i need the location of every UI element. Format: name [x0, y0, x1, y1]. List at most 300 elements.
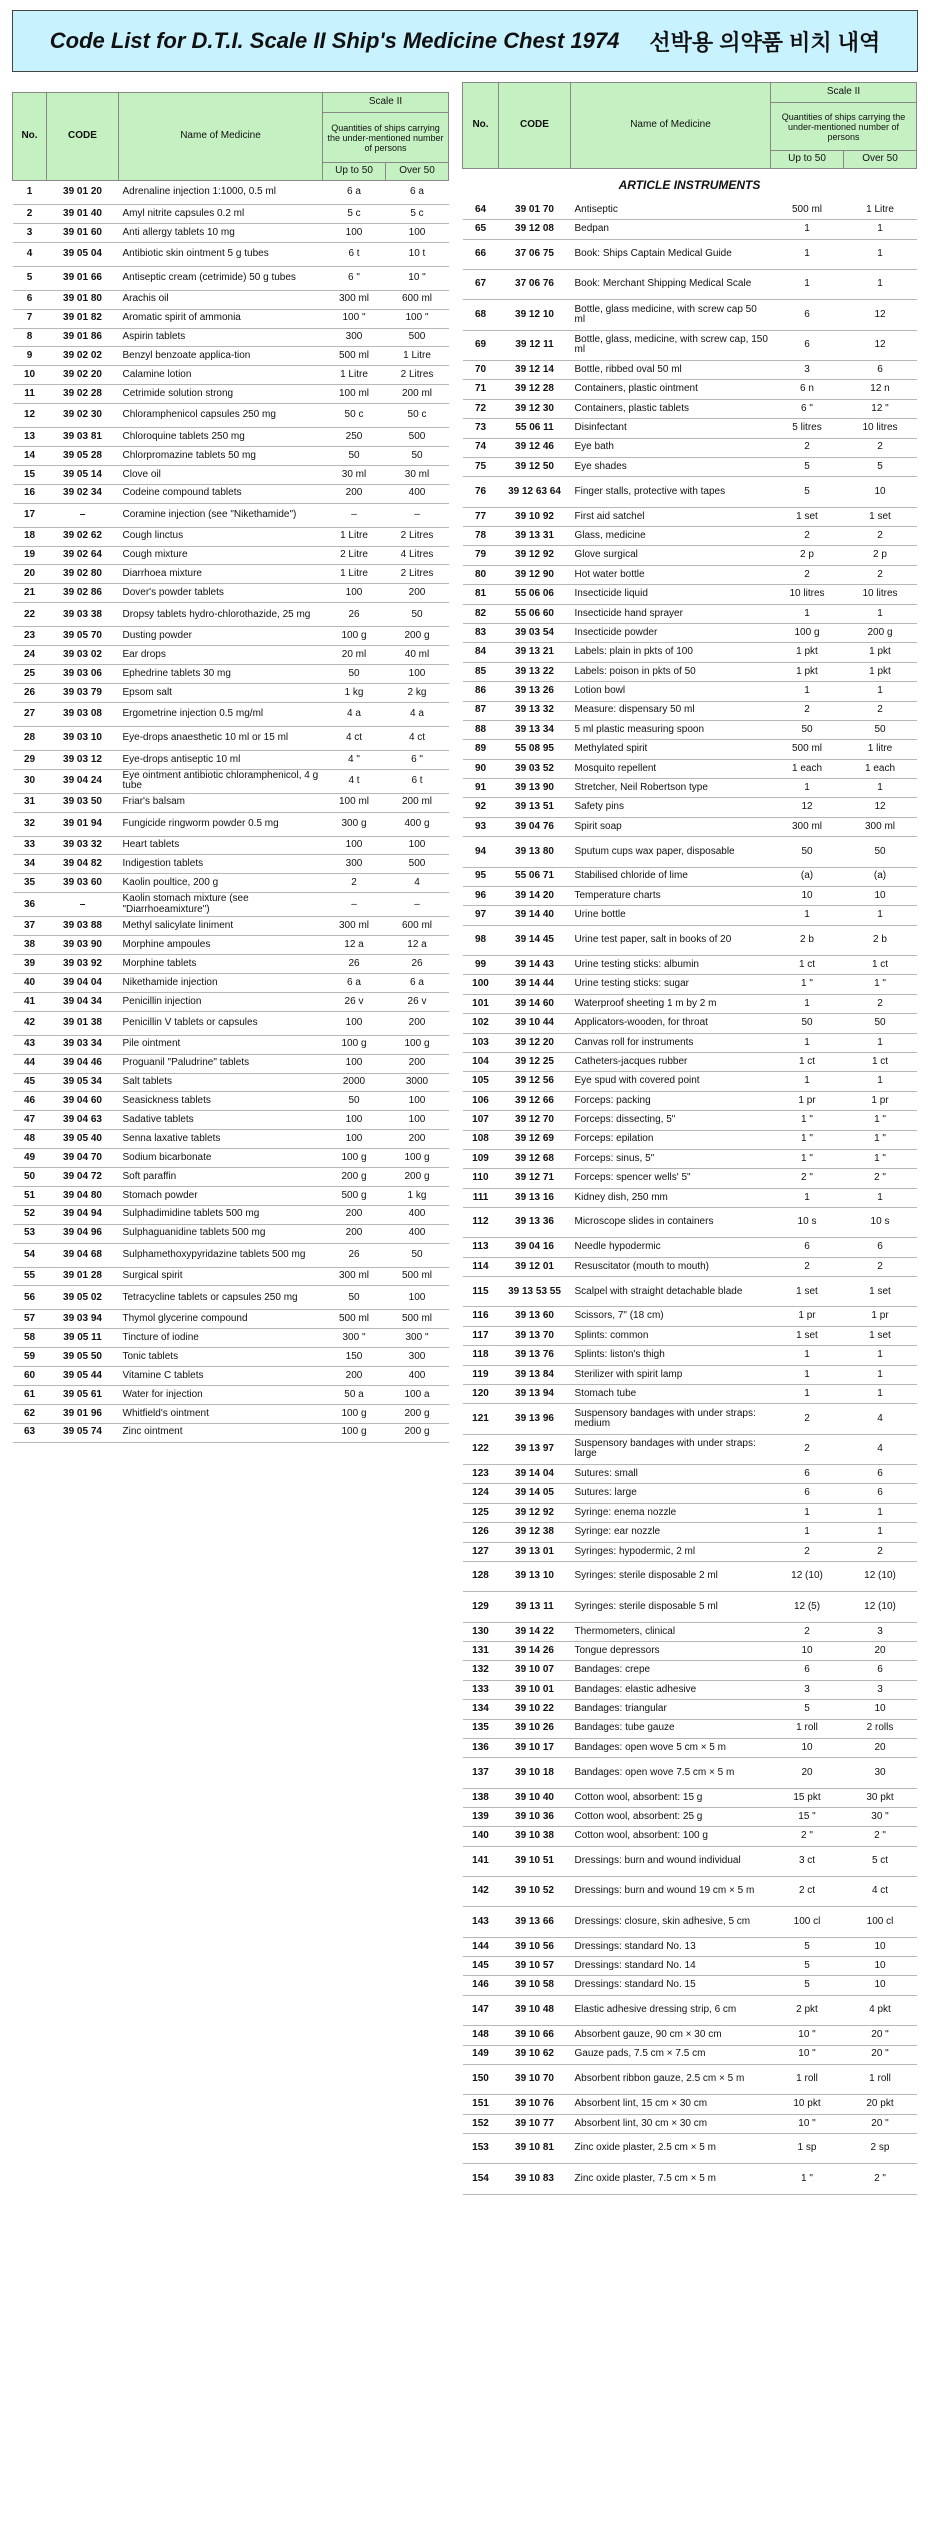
table-row [463, 457, 917, 476]
cell-up-to-50: 6 " [771, 399, 844, 418]
cell-no: 99 [463, 956, 499, 975]
table-row [13, 484, 449, 503]
cell-over-50: 400 [386, 484, 449, 503]
cell-name: Bandages: triangular [571, 1700, 771, 1719]
cell-up-to-50: 200 [323, 1367, 386, 1386]
cell-over-50: 10 [844, 1937, 917, 1956]
cell-name: Antiseptic [571, 201, 771, 220]
cell-no: 113 [463, 1238, 499, 1257]
cell-up-to-50: 30 ml [323, 465, 386, 484]
cell-no: 139 [463, 1807, 499, 1826]
cell-code: 39 14 04 [499, 1465, 571, 1484]
cell-up-to-50: 100 [323, 836, 386, 855]
table-row [463, 701, 917, 720]
cell-name: Seasickness tablets [119, 1092, 323, 1111]
cell-name: Eye bath [571, 438, 771, 457]
cell-up-to-50: 2 " [771, 1169, 844, 1188]
table-row [463, 682, 917, 701]
cell-over-50: 6 [844, 1661, 917, 1680]
cell-up-to-50: 6 a [323, 973, 386, 992]
cell-up-to-50: 300 ml [323, 917, 386, 936]
table-row [13, 1423, 449, 1442]
cell-over-50: (a) [844, 867, 917, 886]
column-header-name: Name of Medicine [571, 83, 771, 169]
cell-no: 89 [463, 740, 499, 759]
cell-no: 79 [463, 546, 499, 565]
cell-over-50: 2 sp [844, 2133, 917, 2163]
table-row [13, 1404, 449, 1423]
cell-over-50: 12 (10) [844, 1561, 917, 1591]
cell-name: Microscope slides in containers [571, 1208, 771, 1238]
cell-over-50: 6 [844, 360, 917, 379]
cell-code: 39 10 56 [499, 1937, 571, 1956]
cell-code: 39 01 86 [47, 328, 119, 347]
cell-code: 39 14 44 [499, 975, 571, 994]
cell-code: 39 13 22 [499, 662, 571, 681]
cell-up-to-50: 10 " [771, 2026, 844, 2045]
cell-over-50: 200 g [386, 1423, 449, 1442]
cell-up-to-50: 1 kg [323, 683, 386, 702]
table-row [463, 1976, 917, 1995]
cell-name: Dover's powder tablets [119, 584, 323, 603]
cell-no: 93 [463, 817, 499, 836]
cell-code: 39 03 50 [47, 793, 119, 812]
cell-up-to-50: 1 pr [771, 1091, 844, 1110]
table-row [13, 812, 449, 836]
cell-up-to-50: 150 [323, 1348, 386, 1367]
cell-name: Diarrhoea mixture [119, 565, 323, 584]
cell-over-50: 300 " [386, 1329, 449, 1348]
cell-no: 142 [463, 1877, 499, 1907]
table-row [13, 683, 449, 702]
cell-up-to-50: 10 " [771, 2114, 844, 2133]
cell-up-to-50: 2 p [771, 546, 844, 565]
cell-name: Gauze pads, 7.5 cm × 7.5 cm [571, 2045, 771, 2064]
cell-code: 39 05 04 [47, 242, 119, 266]
table-row [13, 1111, 449, 1130]
cell-name: Eye shades [571, 457, 771, 476]
cell-no: 130 [463, 1622, 499, 1641]
column-header-up-to-50: Up to 50 [323, 163, 386, 181]
cell-name: Sulphadimidine tablets 500 mg [119, 1205, 323, 1224]
cell-code: 39 12 25 [499, 1052, 571, 1071]
cell-over-50: 200 [386, 1011, 449, 1035]
cell-name: Bedpan [571, 220, 771, 239]
cell-name: Containers, plastic tablets [571, 399, 771, 418]
cell-no: 4 [13, 242, 47, 266]
cell-no: 125 [463, 1503, 499, 1522]
cell-no: 16 [13, 484, 47, 503]
cell-up-to-50: 50 c [323, 404, 386, 428]
table-row [463, 1307, 917, 1326]
cell-code: 39 03 02 [47, 646, 119, 665]
cell-code: 37 06 75 [499, 239, 571, 269]
cell-code: 39 13 66 [499, 1907, 571, 1937]
cell-up-to-50: 15 pkt [771, 1788, 844, 1807]
cell-up-to-50: 12 (5) [771, 1592, 844, 1622]
cell-up-to-50: 6 [771, 330, 844, 360]
cell-code: 55 06 11 [499, 419, 571, 438]
cell-no: 152 [463, 2114, 499, 2133]
cell-over-50: 1 pkt [844, 662, 917, 681]
cell-name: Anti allergy tablets 10 mg [119, 223, 323, 242]
cell-over-50: 1 [844, 220, 917, 239]
cell-name: Containers, plastic ointment [571, 380, 771, 399]
cell-name: Splints: liston's thigh [571, 1346, 771, 1365]
cell-name: Suspensory bandages with under straps: large [571, 1434, 771, 1464]
cell-up-to-50: 6 n [771, 380, 844, 399]
title-korean: 선박용 의약품 비치 내역 [649, 29, 881, 55]
cell-over-50: 300 [386, 1348, 449, 1367]
cell-up-to-50: 6 [771, 1465, 844, 1484]
cell-code: 39 13 80 [499, 837, 571, 867]
cell-code: 39 02 62 [47, 527, 119, 546]
cell-up-to-50: 26 [323, 1243, 386, 1267]
cell-over-50: 5 ct [844, 1846, 917, 1876]
cell-no: 14 [13, 447, 47, 466]
cell-up-to-50: 100 g [323, 1149, 386, 1168]
cell-no: 55 [13, 1267, 47, 1286]
cell-no: 149 [463, 2045, 499, 2064]
cell-no: 23 [13, 627, 47, 646]
cell-code: 39 14 60 [499, 994, 571, 1013]
table-row [13, 290, 449, 309]
cell-up-to-50: 1 [771, 1503, 844, 1522]
cell-over-50: 50 [844, 1014, 917, 1033]
table-row [13, 917, 449, 936]
cell-over-50: 100 g [386, 1035, 449, 1054]
cell-up-to-50: 300 ml [771, 817, 844, 836]
cell-name: Sterilizer with spirit lamp [571, 1365, 771, 1384]
cell-no: 47 [13, 1111, 47, 1130]
table-row [463, 419, 917, 438]
cell-up-to-50: 5 [771, 1976, 844, 1995]
cell-code: 39 13 32 [499, 701, 571, 720]
cell-over-50: 200 g [386, 1404, 449, 1423]
cell-over-50: 600 ml [386, 917, 449, 936]
cell-over-50: 4 Litres [386, 546, 449, 565]
cell-no: 136 [463, 1738, 499, 1757]
cell-up-to-50: 1 Litre [323, 366, 386, 385]
cell-up-to-50: 1 roll [771, 2064, 844, 2094]
cell-code: 39 05 70 [47, 627, 119, 646]
cell-up-to-50: – [323, 893, 386, 917]
table-row [463, 2114, 917, 2133]
cell-up-to-50: 2 [771, 1434, 844, 1464]
cell-name: Bandages: open wove 7.5 cm × 5 m [571, 1758, 771, 1788]
cell-no: 75 [463, 457, 499, 476]
cell-over-50: 1 roll [844, 2064, 917, 2094]
cell-up-to-50: 10 litres [771, 585, 844, 604]
cell-up-to-50: 1 Litre [323, 527, 386, 546]
table-row [463, 1149, 917, 1168]
cell-over-50: 1 " [844, 1111, 917, 1130]
column-header-quantities: Quantities of ships carrying the under-mentioned number of persons [323, 113, 449, 163]
table-row [463, 1052, 917, 1071]
cell-code: 39 04 72 [47, 1167, 119, 1186]
cell-name: Stomach tube [571, 1385, 771, 1404]
cell-no: 11 [13, 385, 47, 404]
cell-code: 39 12 71 [499, 1169, 571, 1188]
cell-code: 39 01 80 [47, 290, 119, 309]
cell-no: 35 [13, 874, 47, 893]
cell-up-to-50: 1 set [771, 1277, 844, 1307]
cell-no: 86 [463, 682, 499, 701]
cell-code: 39 04 34 [47, 992, 119, 1011]
cell-no: 77 [463, 507, 499, 526]
cell-name: Nikethamide injection [119, 973, 323, 992]
cell-name: Spirit soap [571, 817, 771, 836]
cell-no: 72 [463, 399, 499, 418]
column-header-scale: Scale II [771, 83, 917, 103]
table-row [13, 973, 449, 992]
cell-no: 39 [13, 955, 47, 974]
cell-over-50: 500 ml [386, 1267, 449, 1286]
cell-no: 87 [463, 701, 499, 720]
cell-over-50: 500 ml [386, 1310, 449, 1329]
cell-up-to-50: 2 [771, 1257, 844, 1276]
cell-up-to-50: 300 " [323, 1329, 386, 1348]
cell-code: 39 12 90 [499, 565, 571, 584]
cell-code: 39 04 46 [47, 1054, 119, 1073]
column-header-code: CODE [499, 83, 571, 169]
cell-no: 108 [463, 1130, 499, 1149]
cell-name: Whitfield's ointment [119, 1404, 323, 1423]
cell-over-50: 1 each [844, 759, 917, 778]
cell-over-50: 26 [386, 955, 449, 974]
cell-over-50: 1 [844, 779, 917, 798]
cell-code: 39 10 83 [499, 2164, 571, 2194]
cell-name: Kaolin poultice, 200 g [119, 874, 323, 893]
cell-up-to-50: 2000 [323, 1073, 386, 1092]
cell-no: 17 [13, 503, 47, 527]
cell-name: Labels: plain in pkts of 100 [571, 643, 771, 662]
cell-name: Methylated spirit [571, 740, 771, 759]
cell-over-50: 100 [386, 223, 449, 242]
cell-name: Tetracycline tablets or capsules 250 mg [119, 1286, 323, 1310]
cell-no: 118 [463, 1346, 499, 1365]
cell-up-to-50: 10 [771, 886, 844, 905]
cell-over-50: 2 b [844, 925, 917, 955]
cell-code: – [47, 503, 119, 527]
cell-name: Safety pins [571, 798, 771, 817]
cell-no: 20 [13, 565, 47, 584]
table-row [463, 1641, 917, 1660]
table-row [463, 817, 917, 836]
cell-no: 49 [13, 1149, 47, 1168]
cell-name: Urine testing sticks: sugar [571, 975, 771, 994]
cell-name: Indigestion tablets [119, 855, 323, 874]
cell-code: 39 01 40 [47, 205, 119, 224]
cell-name: Aspirin tablets [119, 328, 323, 347]
cell-no: 140 [463, 1827, 499, 1846]
cell-name: Epsom salt [119, 683, 323, 702]
cell-name: Ephedrine tablets 30 mg [119, 665, 323, 684]
cell-over-50: – [386, 503, 449, 527]
cell-code: 39 13 01 [499, 1542, 571, 1561]
cell-name: Cough mixture [119, 546, 323, 565]
cell-no: 52 [13, 1205, 47, 1224]
table-row [13, 527, 449, 546]
table-row [463, 1846, 917, 1876]
table-row [463, 1937, 917, 1956]
table-row [13, 1167, 449, 1186]
cell-over-50: 200 g [386, 627, 449, 646]
cell-up-to-50: 100 g [323, 1035, 386, 1054]
cell-over-50: 4 a [386, 702, 449, 726]
cell-no: 98 [463, 925, 499, 955]
cell-name: Syringe: enema nozzle [571, 1503, 771, 1522]
cell-name: Bandages: elastic adhesive [571, 1680, 771, 1699]
cell-code: 39 03 32 [47, 836, 119, 855]
cell-no: 53 [13, 1224, 47, 1243]
cell-code: 39 13 97 [499, 1434, 571, 1464]
cell-name: Stabilised chloride of lime [571, 867, 771, 886]
cell-up-to-50: 50 a [323, 1385, 386, 1404]
cell-code: 39 03 52 [499, 759, 571, 778]
cell-name: Morphine ampoules [119, 936, 323, 955]
table-row [463, 1700, 917, 1719]
cell-name: Antibiotic skin ointment 5 g tubes [119, 242, 323, 266]
cell-code: 39 12 01 [499, 1257, 571, 1276]
cell-over-50: 6 [844, 1465, 917, 1484]
cell-no: 3 [13, 223, 47, 242]
table-row [463, 2045, 917, 2064]
cell-code: 39 01 70 [499, 201, 571, 220]
cell-code: 39 13 84 [499, 1365, 571, 1384]
cell-over-50: 300 ml [844, 817, 917, 836]
table-row [463, 507, 917, 526]
cell-over-50: 5 c [386, 205, 449, 224]
cell-name: Sulphamethoxypyridazine tablets 500 mg [119, 1243, 323, 1267]
table-row [463, 604, 917, 623]
cell-no: 62 [13, 1404, 47, 1423]
cell-over-50: 12 [844, 300, 917, 330]
cell-up-to-50: 1 [771, 1523, 844, 1542]
cell-code: 39 10 81 [499, 2133, 571, 2163]
cell-over-50: 50 [386, 447, 449, 466]
cell-name: Soft paraffin [119, 1167, 323, 1186]
cell-over-50: 4 ct [844, 1877, 917, 1907]
cell-up-to-50: 1 [771, 994, 844, 1013]
cell-over-50: 1 pkt [844, 643, 917, 662]
cell-no: 103 [463, 1033, 499, 1052]
table-row [13, 1286, 449, 1310]
table-row [463, 477, 917, 507]
cell-name: Methyl salicylate liniment [119, 917, 323, 936]
cell-over-50: 400 [386, 1224, 449, 1243]
cell-no: 106 [463, 1091, 499, 1110]
cell-code: 39 13 70 [499, 1326, 571, 1345]
table-row [13, 1205, 449, 1224]
cell-no: 37 [13, 917, 47, 936]
cell-name: Coramine injection (see "Nikethamide") [119, 503, 323, 527]
cell-over-50: 1 [844, 1365, 917, 1384]
table-row [463, 1365, 917, 1384]
cell-name: Amyl nitrite capsules 0.2 ml [119, 205, 323, 224]
cell-no: 45 [13, 1073, 47, 1092]
cell-over-50: 2 [844, 1542, 917, 1561]
cell-up-to-50: 50 [323, 1286, 386, 1310]
cell-no: 73 [463, 419, 499, 438]
cell-over-50: 6 t [386, 769, 449, 793]
cell-over-50: 200 [386, 1130, 449, 1149]
cell-over-50: 1 [844, 1523, 917, 1542]
table-row [463, 1385, 917, 1404]
cell-code: 39 13 96 [499, 1404, 571, 1434]
cell-up-to-50: 300 ml [323, 1267, 386, 1286]
cell-up-to-50: 50 [771, 1014, 844, 1033]
cell-no: 101 [463, 994, 499, 1013]
cell-no: 111 [463, 1188, 499, 1207]
title-english: Code List for D.T.I. Scale II Ship's Medicine Chest 1974 [49, 28, 620, 53]
cell-no: 123 [463, 1465, 499, 1484]
cell-no: 137 [463, 1758, 499, 1788]
cell-code: 39 10 92 [499, 507, 571, 526]
cell-up-to-50: 100 g [323, 1423, 386, 1442]
cell-over-50: 30 pkt [844, 1788, 917, 1807]
cell-over-50: 1 [844, 270, 917, 300]
table-row [463, 1484, 917, 1503]
cell-up-to-50: 1 roll [771, 1719, 844, 1738]
cell-name: Bandages: crepe [571, 1661, 771, 1680]
table-row [463, 1661, 917, 1680]
cell-over-50: 2 [844, 565, 917, 584]
cell-name: Eye ointment antibiotic chloramphenicol, 4 g tube [119, 769, 323, 793]
cell-no: 58 [13, 1329, 47, 1348]
cell-over-50: 1 [844, 906, 917, 925]
cell-up-to-50: 1 " [771, 2164, 844, 2194]
column-header-over-50: Over 50 [844, 151, 917, 169]
cell-up-to-50: 100 [323, 1054, 386, 1073]
cell-no: 33 [13, 836, 47, 855]
cell-no: 13 [13, 428, 47, 447]
cell-no: 28 [13, 726, 47, 750]
cell-code: 39 12 10 [499, 300, 571, 330]
cell-no: 126 [463, 1523, 499, 1542]
table-row [463, 759, 917, 778]
cell-code: 39 12 28 [499, 380, 571, 399]
cell-name: Scalpel with straight detachable blade [571, 1277, 771, 1307]
cell-over-50: 500 [386, 855, 449, 874]
cell-name: Ear drops [119, 646, 323, 665]
cell-no: 40 [13, 973, 47, 992]
cell-up-to-50: 2 [771, 1622, 844, 1641]
cell-code: 39 03 90 [47, 936, 119, 955]
cell-up-to-50: 3 ct [771, 1846, 844, 1876]
cell-no: 38 [13, 936, 47, 955]
cell-up-to-50: 6 [771, 1238, 844, 1257]
table-row [13, 874, 449, 893]
cell-over-50: 100 a [386, 1385, 449, 1404]
cell-over-50: 1 litre [844, 740, 917, 759]
cell-name: Pile ointment [119, 1035, 323, 1054]
cell-over-50: 12 [844, 798, 917, 817]
table-row [13, 1011, 449, 1035]
cell-code: 37 06 76 [499, 270, 571, 300]
cell-no: 1 [13, 181, 47, 205]
cell-up-to-50: 200 [323, 1224, 386, 1243]
table-row [463, 565, 917, 584]
cell-up-to-50: 5 c [323, 205, 386, 224]
cell-name: Forceps: spencer wells' 5" [571, 1169, 771, 1188]
cell-over-50: 1 [844, 1188, 917, 1207]
cell-name: Sadative tablets [119, 1111, 323, 1130]
cell-no: 151 [463, 2095, 499, 2114]
cell-no: 15 [13, 465, 47, 484]
cell-over-50: 400 g [386, 812, 449, 836]
cell-up-to-50: 250 [323, 428, 386, 447]
